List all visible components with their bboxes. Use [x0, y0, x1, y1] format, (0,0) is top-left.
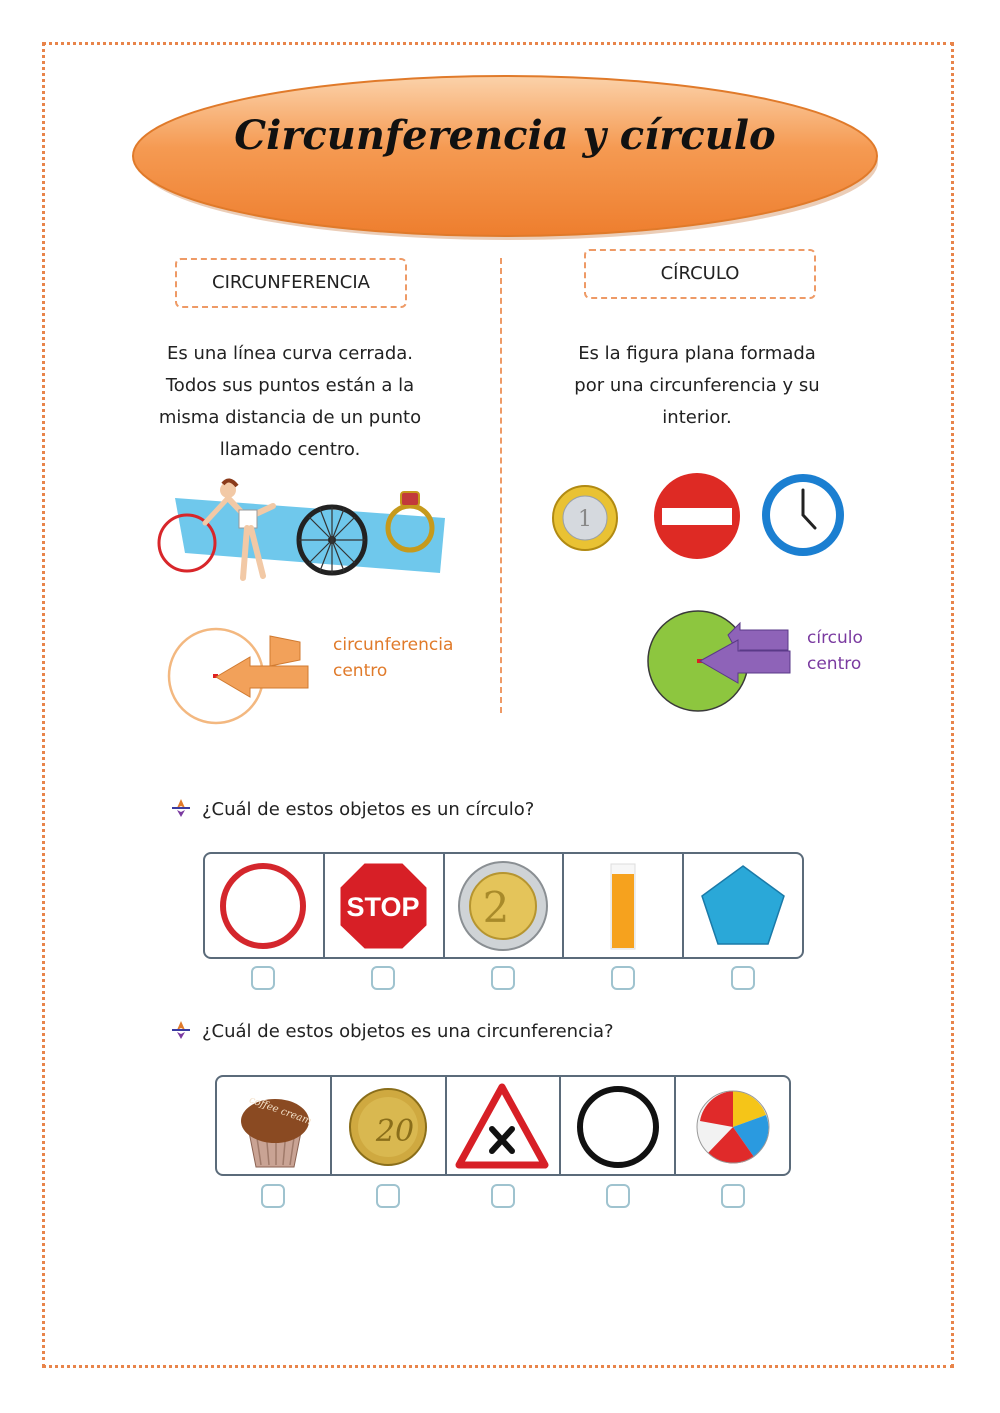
answer-checkbox[interactable]: [491, 966, 515, 990]
coin-value-text: 20: [376, 1113, 415, 1149]
description-line: misma distancia de un punto: [158, 407, 422, 428]
question-2: [170, 1020, 614, 1042]
option-cell[interactable]: [445, 854, 565, 957]
coin-value-text: 2: [482, 883, 510, 932]
option-cell[interactable]: [205, 854, 325, 957]
column-divider: [500, 258, 502, 713]
question-1: [170, 798, 534, 820]
circulo-heading: CÍRCULO: [584, 249, 816, 299]
circulo-diagram: [640, 605, 800, 717]
circunferencia-labels: [333, 632, 453, 684]
description-line: por una circunferencia y su: [574, 375, 820, 396]
circunferencia-label: circunferencia: [333, 635, 454, 655]
circunferencia-diagram: [160, 622, 320, 732]
circulo-description: [537, 338, 857, 434]
juice-glass-icon: [593, 858, 653, 953]
circulo-label: círculo: [807, 628, 863, 648]
svg-text:1: 1: [578, 507, 592, 532]
arrow-bullet-icon: [170, 798, 192, 818]
centro-label: centro: [807, 654, 862, 674]
option-cell[interactable]: [676, 1077, 789, 1174]
answer-checkbox[interactable]: [261, 1184, 285, 1208]
no-entry-sign-icon: [654, 473, 740, 559]
option-cell[interactable]: [217, 1077, 332, 1174]
description-line: interior.: [662, 407, 732, 428]
answer-checkbox[interactable]: [731, 966, 755, 990]
page-title: Circunferencia y círculo: [234, 112, 776, 159]
coffee-cream-icon: [228, 1081, 318, 1171]
circunferencia-examples-illustration: [155, 478, 450, 588]
question-1-text: ¿Cuál de estos objetos es un círculo?: [202, 799, 535, 820]
circulo-examples-illustration: [545, 470, 855, 565]
question-2-text: ¿Cuál de estos objetos es una circunferencia?: [202, 1021, 614, 1042]
option-cell[interactable]: [325, 854, 445, 957]
option-cell[interactable]: [447, 1077, 562, 1174]
answer-checkbox[interactable]: [606, 1184, 630, 1208]
answer-checkbox[interactable]: [371, 966, 395, 990]
option-cell[interactable]: [684, 854, 802, 957]
answer-checkbox[interactable]: [376, 1184, 400, 1208]
option-cell[interactable]: [332, 1077, 447, 1174]
question-2-options: [215, 1075, 791, 1176]
wheel-icon: [299, 507, 365, 573]
description-line: Es la figura plana formada: [578, 343, 816, 364]
question-1-checkboxes: [203, 966, 804, 990]
circunferencia-description: [130, 338, 450, 466]
cream-lid-text: coffee cream: [247, 1094, 314, 1127]
two-euro-coin-icon: [456, 858, 551, 953]
stop-sign-icon: [336, 858, 431, 953]
circunferencia-heading: CIRCUNFERENCIA: [175, 258, 407, 308]
option-cell[interactable]: [561, 1077, 676, 1174]
centro-label: centro: [333, 661, 388, 681]
description-line: Todos sus puntos están a la: [165, 375, 415, 396]
circulo-labels: [807, 625, 863, 677]
black-ring-icon: [573, 1081, 663, 1171]
pentagon-icon: [696, 858, 791, 953]
stop-sign-text: STOP: [346, 892, 420, 922]
euro-coin-icon: [553, 486, 617, 550]
answer-checkbox[interactable]: [721, 1184, 745, 1208]
warning-sign-icon: [455, 1081, 550, 1171]
answer-checkbox[interactable]: [491, 1184, 515, 1208]
description-line: llamado centro.: [219, 439, 361, 460]
description-line: Es una línea curva cerrada.: [166, 343, 414, 364]
answer-checkbox[interactable]: [251, 966, 275, 990]
question-2-checkboxes: [215, 1184, 791, 1208]
ring-outline-icon: [216, 858, 311, 953]
clock-icon: [762, 474, 844, 556]
twenty-cent-coin-icon: [343, 1081, 433, 1171]
arrow-bullet-icon: [170, 1020, 192, 1040]
question-1-options: [203, 852, 804, 959]
beach-ball-icon: [688, 1081, 778, 1171]
answer-checkbox[interactable]: [611, 966, 635, 990]
option-cell[interactable]: [564, 854, 684, 957]
